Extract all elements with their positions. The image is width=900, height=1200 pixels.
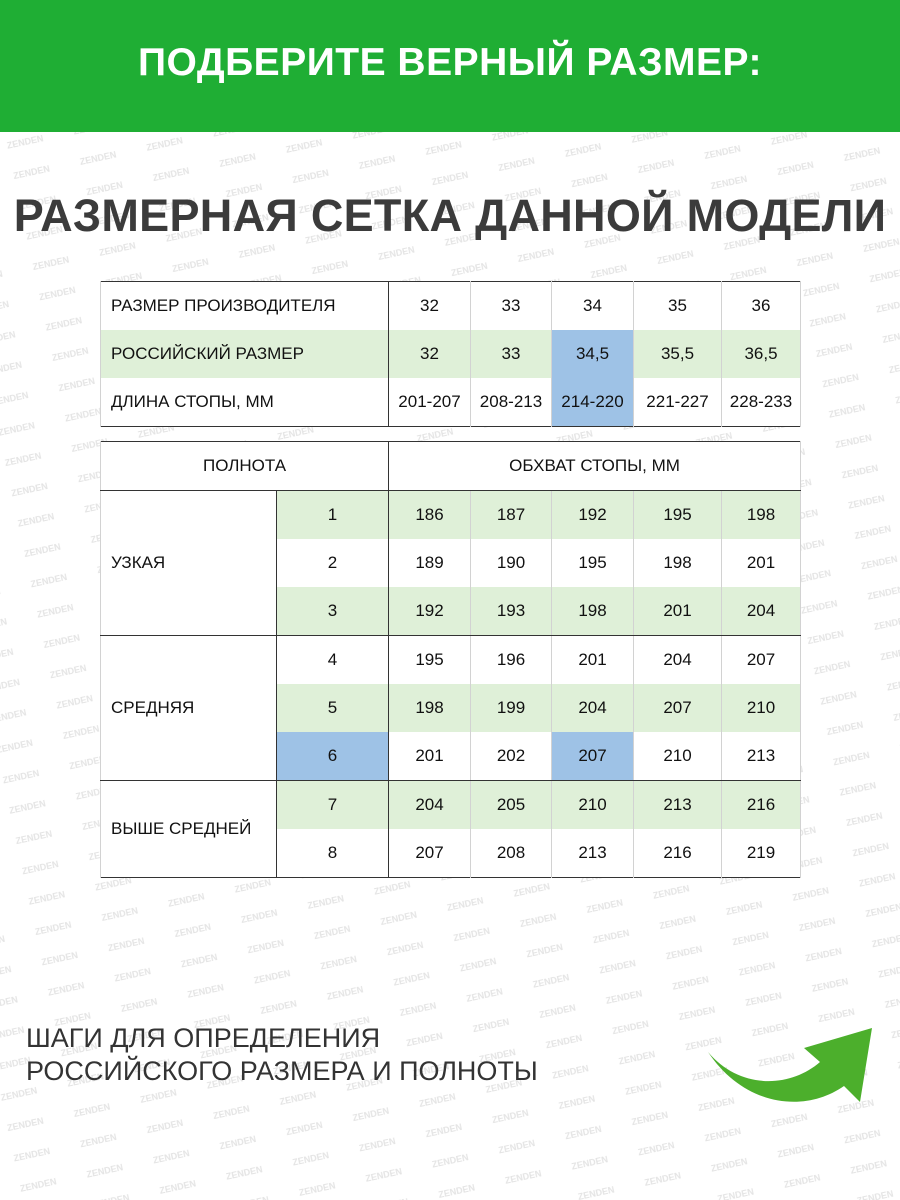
table-cell: 207 bbox=[722, 636, 801, 685]
width-number: 7 bbox=[277, 781, 389, 830]
width-number: 8 bbox=[277, 829, 389, 878]
table-cell: 196 bbox=[471, 636, 552, 685]
table-cell: 190 bbox=[471, 539, 552, 587]
banner-title: ПОДБЕРИТЕ ВЕРНЫЙ РАЗМЕР: bbox=[138, 41, 762, 84]
table-cell: 192 bbox=[552, 491, 634, 540]
width-number: 1 bbox=[277, 491, 389, 540]
table-cell: 36,5 bbox=[722, 330, 801, 378]
table-cell: 198 bbox=[552, 587, 634, 636]
table-cell: 195 bbox=[389, 636, 471, 685]
table-row bbox=[101, 491, 801, 540]
row-label: РОССИЙСКИЙ РАЗМЕР bbox=[101, 330, 389, 378]
table-row-manufacturer-size bbox=[101, 282, 801, 331]
table-cell: 204 bbox=[722, 587, 801, 636]
table-cell-highlighted: 207 bbox=[552, 732, 634, 781]
table-cell: 193 bbox=[471, 587, 552, 636]
fit-table-header bbox=[101, 442, 801, 491]
table-cell: 201 bbox=[552, 636, 634, 685]
table-cell-highlighted: 34,5 bbox=[552, 330, 634, 378]
table-cell: 35,5 bbox=[634, 330, 722, 378]
group-label-medium: СРЕДНЯЯ bbox=[101, 636, 277, 781]
bottom-caption bbox=[26, 1022, 538, 1088]
table-cell: 201-207 bbox=[389, 378, 471, 427]
width-number: 5 bbox=[277, 684, 389, 732]
table-cell: 204 bbox=[634, 636, 722, 685]
size-table bbox=[100, 281, 801, 427]
row-label: РАЗМЕР ПРОИЗВОДИТЕЛЯ bbox=[101, 282, 389, 331]
table-cell: 202 bbox=[471, 732, 552, 781]
table-row bbox=[101, 636, 801, 685]
width-number: 4 bbox=[277, 636, 389, 685]
table-cell: 201 bbox=[389, 732, 471, 781]
curved-arrow-right-icon bbox=[700, 1010, 880, 1115]
table-cell: 195 bbox=[634, 491, 722, 540]
group-label-above-medium: ВЫШЕ СРЕДНЕЙ bbox=[101, 781, 277, 878]
header-girth: ОБХВАТ СТОПЫ, ММ bbox=[389, 442, 801, 491]
row-label: ДЛИНА СТОПЫ, ММ bbox=[101, 378, 389, 427]
table-cell: 35 bbox=[634, 282, 722, 331]
table-cell: 189 bbox=[389, 539, 471, 587]
table-cell: 228-233 bbox=[722, 378, 801, 427]
table-cell: 208-213 bbox=[471, 378, 552, 427]
table-cell: 221-227 bbox=[634, 378, 722, 427]
table-cell: 210 bbox=[552, 781, 634, 830]
table-cell: 198 bbox=[634, 539, 722, 587]
table-cell: 34 bbox=[552, 282, 634, 331]
table-cell: 210 bbox=[722, 684, 801, 732]
table-cell: 204 bbox=[389, 781, 471, 830]
table-cell: 198 bbox=[722, 491, 801, 540]
table-cell: 216 bbox=[634, 829, 722, 878]
fit-table bbox=[100, 441, 801, 878]
table-cell: 32 bbox=[389, 282, 471, 331]
table-cell: 213 bbox=[552, 829, 634, 878]
table-cell: 186 bbox=[389, 491, 471, 540]
table-cell: 205 bbox=[471, 781, 552, 830]
page-title: РАЗМЕРНАЯ СЕТКА ДАННОЙ МОДЕЛИ bbox=[13, 190, 887, 241]
header-fullness: ПОЛНОТА bbox=[101, 442, 389, 491]
width-number: 3 bbox=[277, 587, 389, 636]
table-cell: 36 bbox=[722, 282, 801, 331]
table-cell: 187 bbox=[471, 491, 552, 540]
table-cell: 33 bbox=[471, 282, 552, 331]
table-cell: 216 bbox=[722, 781, 801, 830]
width-number-highlighted: 6 bbox=[277, 732, 389, 781]
table-cell-highlighted: 214-220 bbox=[552, 378, 634, 427]
table-cell: 213 bbox=[722, 732, 801, 781]
table-cell: 198 bbox=[389, 684, 471, 732]
table-cell: 199 bbox=[471, 684, 552, 732]
table-cell: 208 bbox=[471, 829, 552, 878]
top-banner bbox=[0, 0, 900, 132]
table-cell: 207 bbox=[389, 829, 471, 878]
table-cell: 33 bbox=[471, 330, 552, 378]
table-cell: 210 bbox=[634, 732, 722, 781]
table-cell: 201 bbox=[722, 539, 801, 587]
table-cell: 219 bbox=[722, 829, 801, 878]
width-number: 2 bbox=[277, 539, 389, 587]
caption-line-2: РОССИЙСКОГО РАЗМЕРА И ПОЛНОТЫ bbox=[26, 1056, 538, 1086]
table-row-foot-length bbox=[101, 378, 801, 427]
table-row bbox=[101, 781, 801, 830]
table-cell: 201 bbox=[634, 587, 722, 636]
table-cell: 195 bbox=[552, 539, 634, 587]
table-row-russian-size bbox=[101, 330, 801, 378]
table-cell: 207 bbox=[634, 684, 722, 732]
group-label-narrow: УЗКАЯ bbox=[101, 491, 277, 636]
table-cell: 213 bbox=[634, 781, 722, 830]
table-cell: 32 bbox=[389, 330, 471, 378]
table-cell: 192 bbox=[389, 587, 471, 636]
caption-line-1: ШАГИ ДЛЯ ОПРЕДЕЛЕНИЯ bbox=[26, 1023, 381, 1053]
table-cell: 204 bbox=[552, 684, 634, 732]
